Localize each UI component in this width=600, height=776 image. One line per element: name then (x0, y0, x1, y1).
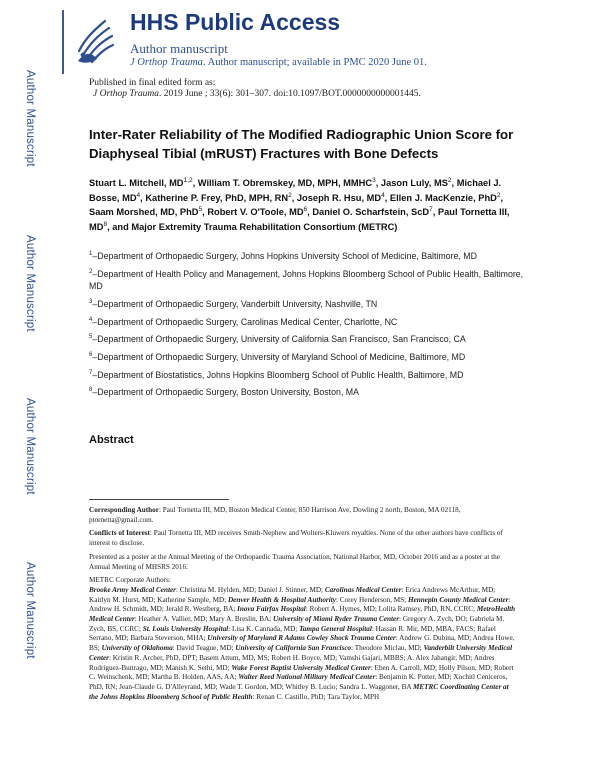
affiliation-text: –Department of Orthopaedic Surgery, Vanderbilt University, Nashville, TN (92, 298, 378, 309)
header-availability-line (130, 57, 427, 68)
metrc-site: University of Maryland R Adams Cowley Shock Trauma Center (207, 634, 396, 643)
affiliation-number: 2 (89, 268, 93, 275)
conflicts-text: : Paul Tornetta III, MD receives Smith-Nephew and Wolters-Kluwers royalties. None of the other authors have conflicts of interest to disclose. (89, 529, 503, 548)
publication-journal: J Orthop Trauma (93, 89, 159, 99)
metrc-site-people: : Hassan R. Mir, MD, MBA, FACS; Rafael Serrano, MD; Barbara Steverson, MHA; (89, 624, 496, 643)
metrc-site: Inova Fairfax Hospital (237, 605, 306, 614)
metrc-site-people: : Erica Andrews McArthur, MD; Kaitlyn M. Hurst, MD; Katherine Sample, MD; (89, 585, 496, 604)
author-name: William T. Obremskey, MD, MPH, MMHC (197, 178, 373, 188)
author-affiliation-sup: 8 (103, 221, 108, 229)
affiliation-number: 3 (89, 298, 93, 305)
side-label-author-manuscript-3: Author Manuscript (24, 398, 36, 495)
publication-block (89, 78, 421, 100)
author-name: Ellen J. MacKenzie, PhD (389, 192, 497, 203)
header-availability-text: . Author manuscript; available in PMC 2020 June 01. (202, 57, 427, 68)
metrc-site: Walter Reed National Military Medical Center (238, 673, 376, 682)
author-name: Jason Luly, MS (380, 178, 448, 188)
side-label-author-manuscript-2: Author Manuscript (24, 235, 36, 332)
author-name: Stuart L. Mitchell, MD (89, 178, 184, 188)
metrc-site: Brooke Army Medical Center (89, 585, 176, 594)
metrc-site: Wake Forest Baptist University Medical Center (231, 663, 371, 672)
metrc-site: University of Oklahoma (101, 644, 173, 653)
metrc-site-people: : Gregory A. Zych, DO; Gabriela M. Zych, BS, CCRC; (89, 615, 505, 633)
author-affiliation-sup: 2 (288, 191, 292, 199)
author-affiliation-sup: 5 (198, 206, 203, 214)
author-affiliation-sup: 4 (136, 191, 141, 199)
conflicts-label: Conflicts of Interest (89, 529, 150, 538)
abstract-heading: Abstract (89, 434, 134, 446)
metrc-site: University of Miami Ryder Trauma Center (273, 615, 400, 624)
author-affiliation-sup: 7 (429, 206, 433, 214)
metrc-site: MetroHealth Medical Center (89, 605, 516, 624)
publication-citation (89, 89, 421, 100)
metrc-site-people: : Benjamin K. Potter, MD; Xochitl Ceniceros, PhD, RN; Jean-Claude G. D'Alleyrand, MD; Wade T. Gordon, MD; Whitley B. Lucio; Sandra L. Waggoner, BA (89, 673, 508, 691)
author-name: Katherine P. Frey, PhD, MPH, RN (145, 192, 289, 203)
metrc-site: Hennepin County Medical Center (407, 595, 509, 604)
side-label-author-manuscript-4: Author Manuscript (24, 562, 36, 659)
metrc-site: Denver Health & Hospital Authority (227, 595, 336, 604)
author-affiliation-sup: 3 (372, 176, 376, 184)
metrc-site-people: : Andrew G. Dubina, MD; Andrea Howe, BS; (89, 634, 515, 653)
metrc-site-people: : Corey Henderson, MS; (335, 595, 408, 604)
affiliation-item (89, 351, 529, 364)
affiliation-item (89, 386, 529, 399)
corresponding-author-label: Corresponding Author (89, 506, 159, 514)
hhs-eagle-icon (75, 15, 115, 67)
author-name: Saam Morshed, MD, PhD (89, 207, 199, 218)
metrc-site: METRC Coordinating Center at the Johns Hopkins Bloomberg School of Public Health (89, 682, 509, 701)
header-rule (62, 10, 64, 74)
affiliation-text: –Department of Orthopaedic Surgery, Johns Hopkins University School of Medicine, Baltimore, MD (92, 251, 477, 261)
metrc-site: Vanderbilt University Medical Center (89, 644, 513, 662)
side-label-author-manuscript-1: Author Manuscript (24, 70, 36, 167)
author-name: Robert V. O'Toole, MD (207, 207, 304, 218)
affiliation-item (89, 333, 529, 346)
affiliation-item (89, 298, 529, 311)
article-title: Inter-Rater Reliability of The Modified Radiographic Union Score for Diaphyseal Tibial (mRUST) Fractures with Bone Defects (89, 127, 514, 161)
affiliation-number: 8 (89, 387, 93, 394)
affiliation-item (89, 316, 529, 329)
metrc-site: Carolinas Medical Center (324, 585, 402, 594)
metrc-site: St. Louis University Hospital (142, 624, 229, 633)
author-name: Daniel O. Scharfstein, ScD (312, 207, 430, 218)
author-name: Paul Tornetta III, MD (89, 207, 510, 233)
affiliation-number: 7 (89, 369, 93, 376)
metrc-site-people: : Andrew H. Schmidt, MD; Jerald R. Westberg, BA; (89, 595, 511, 614)
metrc-site: University of California San Francisco (235, 644, 352, 653)
affiliation-text: –Department of Orthopaedic Surgery, University of Maryland School of Medicine, Baltimore, MD (92, 351, 466, 362)
affiliation-number: 4 (89, 316, 93, 323)
published-label: Published in final edited form as: (89, 78, 216, 88)
metrc-site-people: : Theodore Miclau, MD; (351, 644, 424, 653)
metrc-site-people: : Heather A. Vallier, MD; Mary A. Breslin, BA; (134, 615, 274, 624)
metrc-site-people: : Lisa K. Cannada, MD; (228, 624, 300, 633)
affiliation-list (89, 250, 529, 404)
affiliation-number: 6 (89, 352, 93, 359)
affiliation-number: 5 (89, 334, 93, 341)
metrc-label: METRC Corporate Authors: (89, 576, 171, 585)
affiliation-number: 1 (89, 251, 93, 258)
author-affiliation-sup: 1,2 (183, 176, 193, 184)
author-affiliation-sup: 6 (303, 206, 308, 214)
affiliation-text: –Department of Orthopaedic Surgery, Carolinas Medical Center, Charlotte, NC (92, 316, 398, 327)
metrc-site-people: : Robert A. Hymes, MD; Lolita Ramsey, PhD, RN, CCRC; (305, 605, 477, 614)
footnote-divider (89, 499, 229, 500)
metrc-site-people: : Eben A. Carroll, MD; Holly Pilson, MD; Robert C. Weinschenk, MD; Martha B. Holden, AAS, AA; (89, 663, 514, 682)
author-affiliation-sup: 4 (381, 191, 385, 199)
affiliation-text: –Department of Orthopaedic Surgery, Boston University, Boston, MA (92, 387, 359, 398)
author-name: Major Extremity Trauma Rehabilitation Consortium (METRC) (131, 222, 398, 233)
presented-note: Presented as a poster at the Annual Meeting of the Orthopaedic Trauma Association, National Harbor, MD, October 2016 and as a poster at the Annual Meeting of MHSRS 2016. (89, 552, 500, 571)
affiliation-item (89, 268, 529, 293)
corresponding-author-text: : Paul Tornetta III, MD, Boston Medical Center, 850 Harrison Ave, Dowling 2 north, Boston, MA 02118, ptornetta@gmail.com. (89, 506, 461, 524)
corresponding-author-note (89, 506, 517, 525)
header-journal: J Orthop Trauma (130, 57, 203, 68)
metrc-authors (89, 586, 517, 702)
footnotes (89, 506, 517, 702)
affiliation-text: –Department of Biostatistics, Johns Hopkins Bloomberg School of Public Health, Baltimore, MD (92, 369, 464, 380)
affiliation-item (89, 250, 529, 263)
author-manuscript-subtitle: Author manuscript (130, 41, 228, 56)
author-name: Michael J. Bosse, MD (89, 178, 502, 203)
author-list: Stuart L. Mitchell, MD$^{1,2}$, William T. Obremskey, MD, MPH, MMHC$^3$, Jason Luly, $MS^2$, Michael J. Bosse, $MD^4$, Katherine P. Frey, PhD, MPH, $RN^2$, Joseph R. Hsu, $MD^4$, Ellen J. MacKenzie, PhD$^2$, Saam Morshed, MD, PhD$^5$, Robert V. O'Toole, $MD^6$, Daniel O. Scharfstein, ScD$^7$, Paul Tornetta III, $MD^8$, and Major Extremity Trauma Rehabilitation Consortium (METRC) (89, 176, 510, 233)
author-affiliation-sup: 2 (496, 191, 501, 199)
author-affiliation-sup: 2 (447, 176, 452, 184)
metrc-site: Tampa General Hospital (299, 624, 372, 633)
metrc-site-people: : Kristin R. Archer, PhD, DPT; Basem Attum, MD, MS; Robert H. Boyce, MD; Vamshi Gajari, MBBS; A. Alex Jahangir, MD; Andres Rodriguez-Buitrago, MD; Manish K. Sethi, MD; (89, 653, 495, 672)
metrc-site-people: : Renan C. Castillo, PhD; Tara Taylor, MPH (252, 692, 380, 701)
author-name: Joseph R. Hsu, MD (296, 192, 382, 203)
publication-citation-text: . 2019 June ; 33(6): 301–307. doi:10.1097/BOT.0000000000001445. (158, 89, 421, 99)
metrc-site-people: : Christina M. Hylden, MD; Daniel J. Stinner, MD; (175, 585, 325, 594)
affiliation-item (89, 369, 529, 382)
affiliation-text: –Department of Orthopaedic Surgery, University of California San Francisco, San Francisco, CA (92, 334, 466, 345)
affiliation-text: –Department of Health Policy and Management, Johns Hopkins Bloomberg School of Public Health, Baltimore, MD (89, 268, 524, 292)
metrc-site-people: : David Teague, MD; (172, 644, 236, 653)
hhs-public-access-title: HHS Public Access (130, 9, 341, 35)
conflicts-note (89, 529, 517, 548)
